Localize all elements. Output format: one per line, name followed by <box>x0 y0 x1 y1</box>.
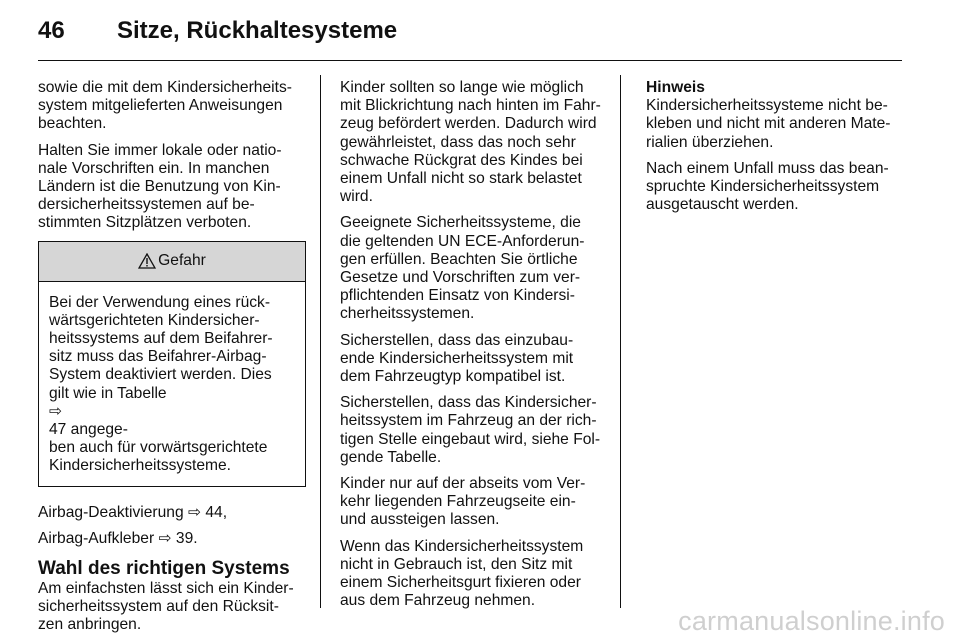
column-divider-right <box>620 75 621 608</box>
warning-triangle-icon <box>138 253 156 269</box>
compatibility-paragraph: Sicherstellen, dass das einzubau- ende Kindersicherheitssystem mit dem Fahrzeugtyp kompatibel ist. <box>340 331 574 386</box>
intro-paragraph: sowie die mit dem Kindersicherheits- system mitgelieferten Anweisungen beachten. <box>38 79 292 133</box>
page-ref-arrow-icon: ⇨ <box>187 503 202 521</box>
danger-box <box>38 241 306 487</box>
page-number: 46 <box>38 17 65 44</box>
header-rule <box>38 60 902 61</box>
boarding-side-paragraph: Kinder nur auf der abseits vom Ver- kehr liegenden Fahrzeugseite ein- und aussteigen lassen. <box>340 475 586 529</box>
section-subheading: Wahl des richtigen Systems <box>38 558 290 580</box>
page-ref-arrow-icon: ⇨ <box>158 529 172 547</box>
danger-header <box>39 242 305 282</box>
local-rules-paragraph: Halten Sie immer lokale oder natio- nale Vorschriften ein. In manchen Ländern ist die Benutzung von Kin- dersicherheitssystemen auf be- stimmten Sitzplätzen verboten. <box>38 141 282 232</box>
column-middle <box>340 79 604 618</box>
airbag-deactivation-ref[interactable]: Airbag-Deaktivierung ⇨ 44, <box>38 503 228 521</box>
note-paragraph-1: Kindersicherheitssysteme nicht be- kleben und nicht mit anderen Mate- rialien überziehen. <box>646 97 891 151</box>
note-paragraph-2: Nach einem Unfall muss das bean- spruchte Kindersicherheitssystem ausgetauscht werden. <box>646 159 889 214</box>
column-right <box>646 79 904 222</box>
danger-body <box>39 282 305 486</box>
column-left <box>38 79 306 643</box>
column-divider-left <box>320 75 321 608</box>
note-title: Hinweis <box>646 79 705 96</box>
installation-location-paragraph: Sicherstellen, dass das Kindersicher- heitssystem im Fahrzeug an der rich- tigen Stelle eingebaut wird, siehe Fol- gende Tabelle. <box>340 394 601 466</box>
table-page-link[interactable]: 47 angege- <box>49 421 128 439</box>
watermark: carmanualsonline.info <box>678 606 945 636</box>
danger-heading: Gefahr <box>158 252 206 270</box>
unused-system-paragraph: Wenn das Kindersicherheitssystem nicht in Gebrauch ist, den Sitz mit einem Sicherheitsgurt fixieren oder aus dem Fahrzeug nehmen. <box>340 537 584 610</box>
page-header-title: Sitze, Rückhaltesysteme <box>117 17 398 44</box>
suitable-systems-paragraph: Geeignete Sicherheitssysteme, die die geltenden UN ECE-Anforderun- gen erfüllen. Beachten Sie örtliche Gesetze und Vorschriften zum ver- pflichtenden Einsatz von Kindersi- cherheitssystemen. <box>340 214 585 323</box>
danger-text: Bei der Verwendung eines rück- wärtsgerichteten Kindersicher- heitssystems auf dem Beifahrer- sitz muss das Beifahrer-Airbag- System deaktiviert werden. Dies gilt wie in Tabelle ⇨ 47 angege- ben auch für vorwärtsgerichtete Kindersicherheitssysteme. <box>49 294 295 476</box>
page-ref-arrow-icon: ⇨ <box>49 402 63 420</box>
choose-system-paragraph: Am einfachsten lässt sich ein Kinder- sicherheitssystem auf den Rücksit- zen anbringen. <box>38 580 294 634</box>
rear-facing-paragraph: Kinder sollten so lange wie möglich mit Blickrichtung nach hinten im Fahr- zeug befördert werden. Dadurch wird gewährleistet, dass das noch sehr schwache Rückgrat des Kindes bei einem Unfall nicht so stark belastet wird. <box>340 79 601 206</box>
airbag-label-ref[interactable]: Airbag-Aufkleber ⇨ 39. <box>38 529 198 547</box>
